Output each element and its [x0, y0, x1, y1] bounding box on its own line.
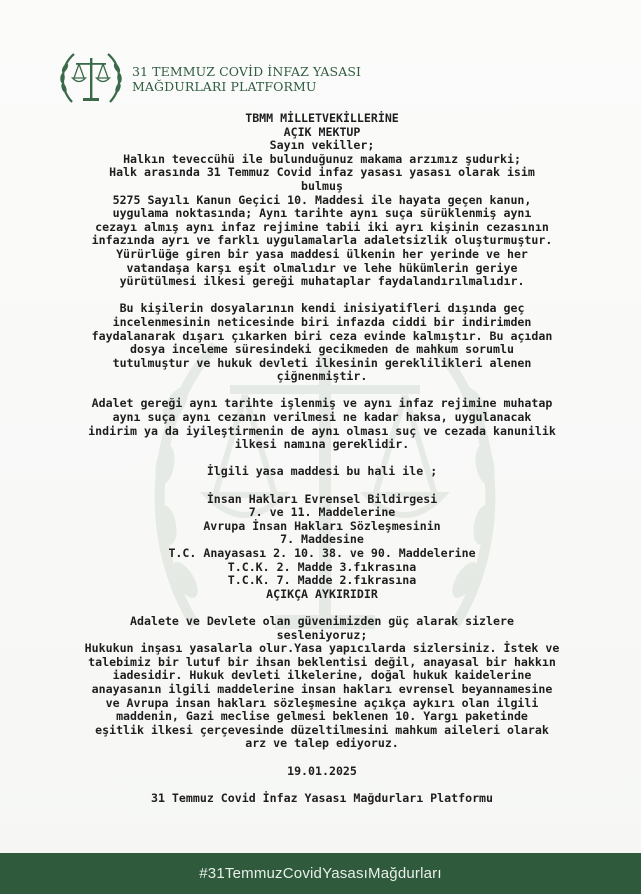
paragraph-line: aynı suça aynı cezanın verilmesi ne kadar haksa, uygulanacak	[112, 410, 532, 425]
paragraph-line: anayasanın ilgili maddelerine insan hakları evrensel beyannamesine	[91, 681, 553, 696]
paragraph-line: ilkesi namına gereklidir.	[234, 437, 410, 452]
scales-of-justice-icon	[56, 44, 126, 114]
paragraph-1	[52, 153, 592, 289]
org-name-line1: 31 TEMMUZ COVİD İNFAZ YASASI	[132, 64, 362, 79]
paragraph-line: infazında ayrı ve farklı uygulamalarla adaletsizlik oluşturmuştur.	[91, 233, 553, 248]
paragraph-3	[52, 397, 592, 451]
paragraph-line: 5275 Sayılı Kanun Geçici 10. Maddesi ile hayata geçen kanun,	[112, 192, 532, 207]
paragraph-line: yürütülmesi ilkesi gereği muhataplar faydalandırılmalıdır.	[119, 274, 525, 289]
paragraph-6	[52, 615, 592, 751]
letter-date: 19.01.2025	[287, 763, 357, 778]
paragraph-line: Adalet gereği aynı tarihte işlenmiş ve aynı infaz rejimine muhatap	[91, 396, 553, 411]
list-item: Avrupa İnsan Hakları Sözleşmesinin	[203, 518, 441, 533]
paragraph-line: dosya inceleme süresindeki gecikmeden de mahkum sorumlu	[130, 342, 514, 357]
org-name-line2: MAĞDURLARI PLATFORMU	[132, 79, 317, 94]
paragraph-line: Yürürlüğe giren bir yasa maddesi ülkenin her yerinde ve her	[116, 246, 528, 261]
letter-subtitle: AÇIK MEKTUP	[283, 124, 361, 139]
organization-name	[132, 64, 361, 94]
violated-articles-list	[52, 493, 592, 602]
paragraph-line: vatandaşa karşı eşit olmalıdır ve lehe hükümlerin geriye	[126, 260, 518, 275]
letter-title: TBMM MİLLETVEKİLLERİNE	[245, 111, 399, 125]
paragraph-line: iadesidir. Hukuk devleti ilkelerine, doğal hukuk kaidelerine	[112, 668, 532, 683]
paragraph-line: ve Avrupa insan hakları sözleşmesine açıkça aykırı olan ilgili	[105, 695, 539, 710]
hashtag-text: #31TemmuzCovidYasasıMağdurları	[199, 865, 442, 882]
paragraph-line: talebimiz bir lutuf bir ihsan beklentisi değil, anayasal bir hakkın	[88, 654, 556, 669]
footer-banner	[0, 853, 641, 894]
list-item: 7. ve 11. Maddelerine	[248, 505, 396, 520]
paragraph-line: Adalete ve Devlete olan güvenimizden güç alarak sizlere	[130, 613, 514, 628]
paragraph-4: İlgili yasa maddesi bu hali ile ;	[206, 464, 438, 479]
paragraph-line: faydalanarak dışarı çıkarken biri ceza evinde kalmıştır. Bu açıdan	[91, 328, 553, 343]
paragraph-line: sesleniyoruz;	[276, 627, 368, 642]
paragraph-line: maddenin, Gazi meclise gelmesi beklenen 10. Yargı paketinde	[116, 709, 528, 724]
paragraph-line: indirim ya da iyileştirmenin de aynı olması suç ve cezada kanunilik	[88, 423, 556, 438]
list-item: T.C. Anayasası 2. 10. 38. ve 90. Maddelerine	[168, 546, 476, 560]
paragraph-line: eşitlik ilkesi çerçevesinde düzeltilmesini mahkum aileleri olarak	[95, 722, 549, 737]
paragraph-line: Halk arasında 31 Temmuz Covid infaz yasası yasası olarak isim	[109, 165, 535, 180]
paragraph-2	[52, 302, 592, 384]
list-item: İnsan Hakları Evrensel Bildirgesi	[206, 491, 438, 506]
paragraph-line: arz ve talep ediyoruz.	[245, 736, 399, 751]
paragraph-line: çiğnenmiştir.	[276, 369, 368, 384]
paragraph-line: tutulmuştur ve hukuk devleti ilkesinin gereklilikleri alenen	[112, 355, 532, 370]
paragraph-line: incelenmesinin neticesinde biri infazda ciddi bir indirimden	[112, 314, 532, 329]
paragraph-line: Halkın teveccühü ile bulunduğunuz makama arzımız şudurki;	[123, 151, 521, 166]
paragraph-line: bulmuş	[301, 178, 343, 193]
paragraph-line: Bu kişilerin dosyalarının kendi inisiyatifleri dışında geç	[119, 301, 525, 316]
letter-salutation: Sayın vekiller;	[269, 138, 375, 153]
letter-signature: 31 Temmuz Covid İnfaz Yasası Mağdurları Platformu	[150, 790, 494, 805]
list-item: 7. Maddesine	[280, 532, 364, 547]
paragraph-line: Hukukun inşası yasalarla olur.Yasa yapıcılarda sizlersiniz. İstek ve	[84, 641, 560, 656]
paragraph-line: uygulama noktasında; Aynı tarihte aynı suça sürüklenmiş aynı	[112, 206, 532, 221]
letterhead	[56, 44, 361, 114]
list-item: AÇIKÇA AYKIRIDIR	[266, 586, 378, 601]
list-item: T.C.K. 7. Madde 2.fıkrasına	[227, 573, 417, 588]
list-item: T.C.K. 2. Madde 3.fıkrasına	[227, 559, 417, 574]
paragraph-line: cezayı almış aynı infaz rejimine tabii iki ayrı kişinin cezasının	[95, 219, 549, 234]
open-letter-body	[52, 112, 592, 805]
